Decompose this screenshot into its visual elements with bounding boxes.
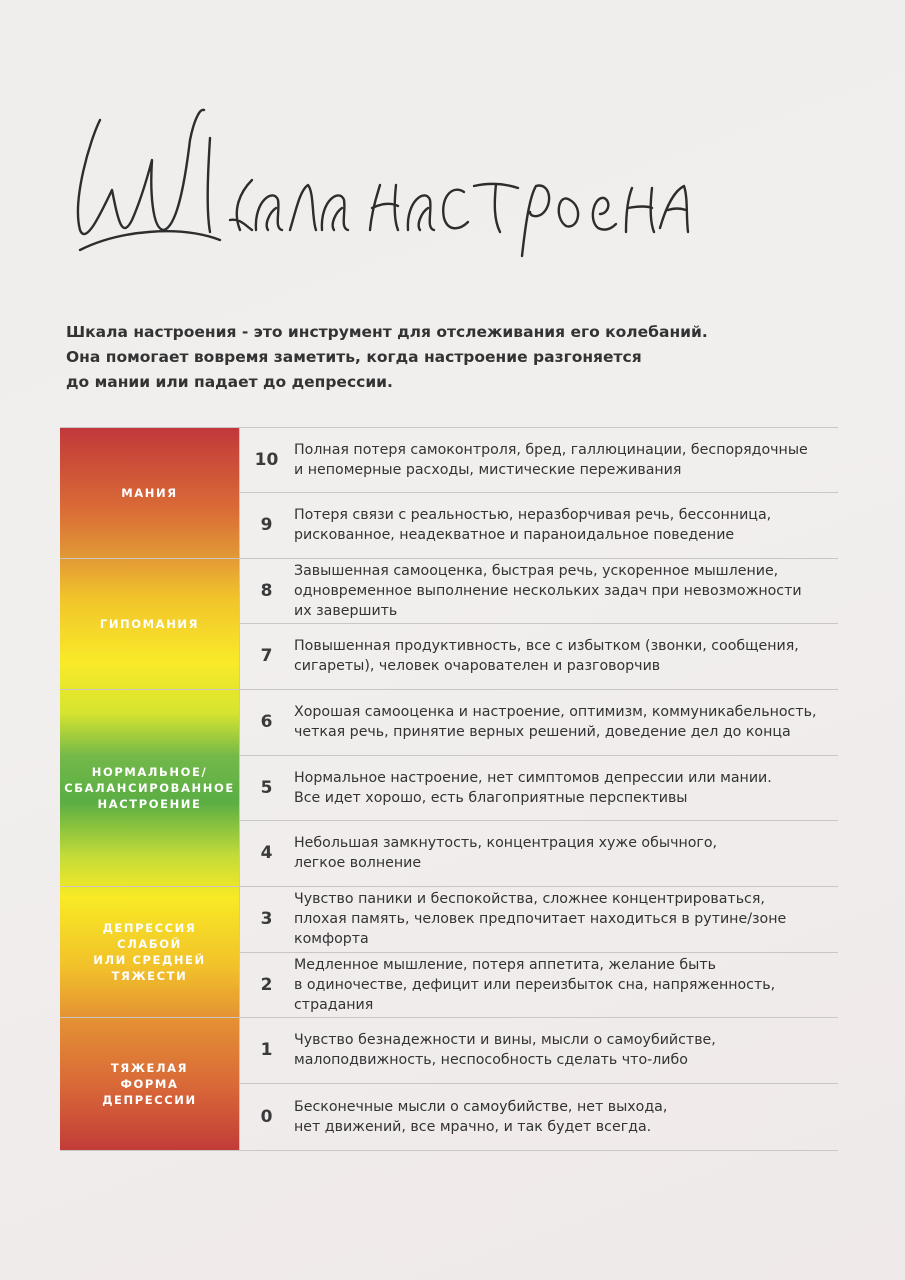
intro-line-1: Шкала настроения - это инструмент для отслеживания его колебаний. [66,323,708,341]
band-label: ГИПОМАНИЯ [99,616,200,631]
level-row-10 [239,427,838,492]
band-mania [60,427,239,558]
level-number: 2 [260,974,273,995]
level-number: 3 [260,909,273,929]
level-row-2 [239,952,838,1017]
level-row-0 [239,1083,838,1150]
level-description: Повышенная продуктивность, все с избытком (звонки, сообщения, сигареты), человек очарователен и разговорчив [294,638,799,674]
intro-text [66,320,786,395]
level-row-7 [239,623,838,689]
level-description: Хорошая самооценка и настроение, оптимизм, коммуникабельность, четкая речь, принятие верных решений, доведение дел до конца [294,704,817,740]
level-number: 9 [260,515,273,535]
intro-line-2: Она помогает вовремя заметить, когда настроение разгоняется [66,348,642,366]
band-label: МАНИЯ [121,485,178,500]
level-number: 4 [260,843,273,863]
level-description: Полная потеря самоконтроля, бред, галлюцинации, беспорядочные и непомерные расходы, мистические переживания [294,441,808,478]
level-number: 7 [260,646,273,666]
band-label: ДЕПРЕССИЯ СЛАБОЙ ИЛИ СРЕДНЕЙ ТЯЖЕСТИ [93,920,206,983]
band-severe-depression [60,1017,239,1151]
level-row-6 [239,689,838,755]
page-title-handwritten [60,80,700,280]
level-description: Чувство безнадежности и вины, мысли о самоубийстве, малоподвижность, неспособность сделать что-либо [294,1032,716,1068]
level-row-8 [239,558,838,623]
level-number: 0 [260,1106,273,1127]
band-label: ТЯЖЕЛАЯ ФОРМА ДЕПРЕССИИ [102,1061,197,1107]
level-description: Бесконечные мысли о самоубийстве, нет выхода, нет движений, все мрачно, и так будет всегда. [294,1098,668,1135]
level-number: 1 [260,1040,273,1060]
level-row-9 [239,492,838,558]
band-mild-depression [60,886,239,1017]
level-description: Медленное мышление, потеря аппетита, желание быть в одиночестве, дефицит или переизбыток сна, напряженность, страдания [294,956,776,1013]
level-description: Нормальное настроение, нет симптомов депрессии или мании. Все идет хорошо, есть благоприятные перспективы [294,769,772,806]
level-description: Чувство паники и беспокойства, сложнее концентрироваться, плохая память, человек предпочитает находиться в рутине/зоне комфорта [294,891,787,947]
band-normal [60,689,239,886]
level-row-3 [239,886,838,952]
level-row-1 [239,1017,838,1083]
level-number: 10 [254,449,279,470]
level-description: Завышенная самооценка, быстрая речь, ускоренное мышление, одновременное выполнение нескольких задач при невозможности их завершить [294,562,802,619]
level-description: Небольшая замкнутость, концентрация хуже обычного, легкое волнение [294,835,718,871]
mood-scale-table [60,427,838,1151]
level-row-4 [239,820,838,886]
level-description: Потеря связи с реальностью, неразборчивая речь, бессонница, рискованное, неадекватное и параноидальное поведение [294,507,772,543]
band-label: НОРМАЛЬНОЕ/ СБАЛАНСИРОВАННОЕ НАСТРОЕНИЕ [64,764,235,811]
row-divider [60,1150,838,1151]
band-hypomania [60,558,239,689]
level-row-5 [239,755,838,820]
intro-line-3: до мании или падает до депрессии. [66,373,393,391]
level-number: 5 [260,777,273,798]
level-number: 6 [260,712,273,732]
level-number: 8 [260,580,273,601]
